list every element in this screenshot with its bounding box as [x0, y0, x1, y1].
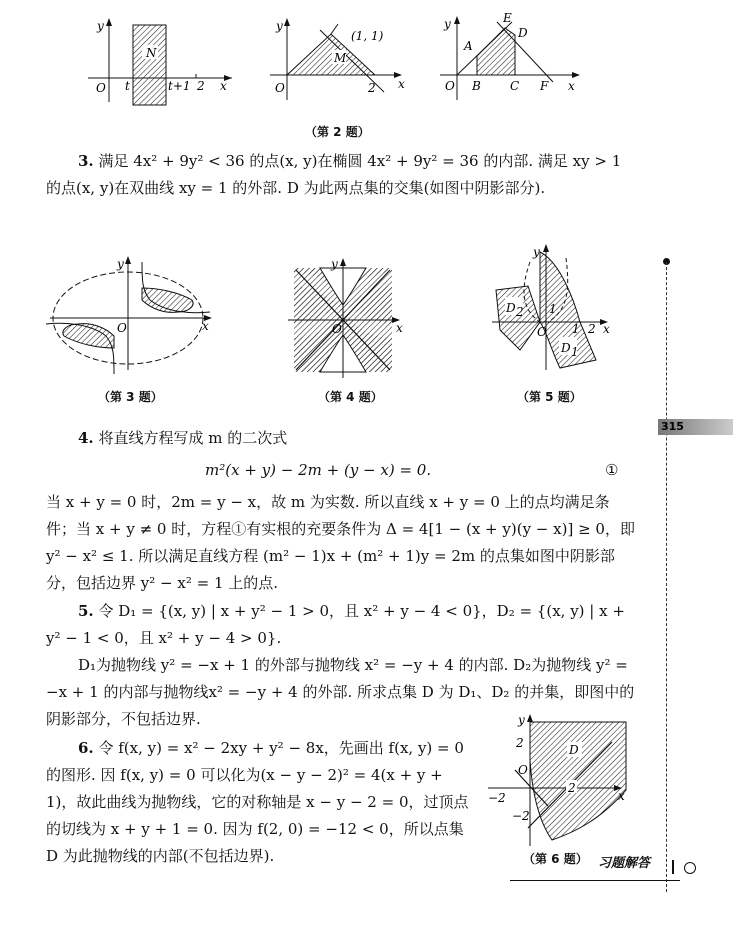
- fig2b-x: x: [398, 77, 405, 91]
- fig2a-O: O: [96, 81, 106, 95]
- fig5-2-x: 2: [588, 322, 596, 336]
- fig3-O: O: [117, 321, 127, 335]
- fig2b-point: (1, 1): [351, 29, 384, 43]
- fig6-neg2-y: −2: [512, 809, 530, 823]
- fig5-y: y: [533, 245, 540, 259]
- fig6-D: D: [569, 743, 579, 757]
- fig2b-O: O: [275, 81, 285, 95]
- margin-dashed-line: [666, 262, 667, 892]
- problem-5-text: 令 D₁ = {(x, y) | x + y² − 1 > 0，且 x² + y − 4 < 0}，D₂ = {(x, y) | x + y² − 1 < 0，且 x² + y − 4 > 0}.: [46, 602, 625, 647]
- fig6-2-x: 2: [568, 781, 576, 795]
- fig2a-t1: t+1: [168, 79, 191, 93]
- caption-fig5: （第 5 题）: [517, 390, 582, 404]
- page-number-tab: 315: [658, 419, 733, 435]
- figure-4: [288, 257, 403, 378]
- fig6-O: O: [518, 763, 528, 777]
- fig2b-y: y: [276, 19, 283, 33]
- fig4-y: y: [331, 257, 338, 271]
- figure-2b: [270, 18, 405, 100]
- caption-fig2: （第 2 题）: [305, 125, 370, 139]
- fig5-O: O: [537, 325, 547, 339]
- problem-3-number: 3.: [78, 152, 94, 170]
- figure-3: [46, 256, 212, 374]
- footer-label: 习题解答: [598, 856, 651, 871]
- problem-4-text: 将直线方程写成 m 的二次式: [93, 429, 288, 447]
- problem-3-text: 满足 4x² + 9y² < 36 的点(x, y)在椭圆 4x² + 9y² = 36 的内部. 满足 xy > 1 的点(x, y)在双曲线 xy = 1 的外部. D 为此两点集的交集(如图中阴影部分).: [46, 152, 622, 197]
- caption-fig6: （第 6 题）: [523, 852, 588, 866]
- fig6-2-y: 2: [516, 736, 524, 750]
- caption-fig3: （第 3 题）: [98, 390, 163, 404]
- fig5-D2-sub: 2: [516, 305, 524, 319]
- problem-3: [46, 148, 636, 202]
- problem-6: [46, 735, 476, 870]
- footer-rule: [510, 880, 680, 881]
- fig5-D1-sub: 1: [571, 345, 579, 359]
- fig2b-M: M: [334, 51, 347, 65]
- fig2a-t: t: [125, 79, 130, 93]
- fig5-x: x: [603, 322, 610, 336]
- fig2a-x: x: [220, 79, 227, 93]
- figure-2c: [440, 11, 580, 100]
- fig2c-y: y: [444, 17, 451, 31]
- problem-4-body: 当 x + y = 0 时，2m = y − x，故 m 为实数. 所以直线 x + y = 0 上的点均满足条件；当 x + y ≠ 0 时，方程①有实根的充要条件为 Δ = 4[1 − (x + y)(y − x)] ≥ 0，即 y² − x² ≤ 1. 所以满足直线方程 (m² − 1)x + (m² + 1)y = 2m 的点集如图中阴影部分，包括边界 y² − x² = 1 上的点.: [46, 493, 635, 592]
- footer-ring-icon: [684, 862, 696, 874]
- fig5-1-y: 1: [549, 302, 557, 316]
- fig4-O: O: [332, 322, 342, 336]
- figure-2a: [88, 18, 232, 105]
- fig2c-C: C: [510, 79, 520, 93]
- fig2b-2: 2: [368, 81, 376, 95]
- fig2c-A: A: [464, 39, 473, 53]
- fig6-x: x: [618, 789, 625, 803]
- caption-fig4: （第 4 题）: [318, 390, 383, 404]
- fig2c-D: D: [518, 26, 528, 40]
- fig6-y: y: [518, 713, 525, 727]
- fig2c-F: F: [540, 79, 549, 93]
- fig2a-2: 2: [197, 79, 205, 93]
- problem-4: [46, 425, 636, 452]
- fig2c-O: O: [445, 79, 455, 93]
- figure-5: [492, 244, 610, 370]
- problem-4-number: 4.: [78, 429, 94, 447]
- footer-bar: [672, 860, 674, 874]
- problem-4-equation-label: ①: [605, 461, 619, 479]
- problem-6-text: 令 f(x, y) = x² − 2xy + y² − 8x，先画出 f(x, y) = 0 的图形. 因 f(x, y) = 0 可以化为(x − y − 2)² = 4(x + y + 1)，故此曲线为抛物线，它的对称轴是 x − y − 2 = 0，过顶点的切线为 x + y + 1 = 0. 因为 f(2, 0) = −12 < 0，所以点集 D 为此抛物线的内部(不包括边界).: [46, 739, 469, 865]
- fig3-x: x: [202, 319, 209, 333]
- problem-4-equation: m²(x + y) − 2m + (y − x) = 0.: [205, 461, 432, 479]
- fig4-x: x: [396, 321, 403, 335]
- fig5-D2: D: [506, 301, 516, 315]
- problem-5: [46, 598, 636, 652]
- fig3-y: y: [117, 257, 124, 271]
- fig2c-B: B: [472, 79, 481, 93]
- fig6-neg2-x: −2: [488, 791, 506, 805]
- problem-5-number: 5.: [78, 602, 94, 620]
- fig2a-y: y: [97, 19, 104, 33]
- fig2a-N: N: [146, 46, 157, 60]
- fig5-1-x: 1: [572, 322, 580, 336]
- fig2c-E: E: [503, 11, 512, 25]
- problem-6-number: 6.: [78, 739, 94, 757]
- problem-5-body: D₁为抛物线 y² = −x + 1 的外部与抛物线 x² = −y + 4 的内部. D₂为抛物线 y² = −x + 1 的内部与抛物线x² = −y + 4 的外部. 所求点集 D 为 D₁、D₂ 的并集，即图中的阴影部分，不包括边界.: [46, 656, 635, 728]
- fig5-D1: D: [561, 341, 571, 355]
- fig2c-x: x: [568, 79, 575, 93]
